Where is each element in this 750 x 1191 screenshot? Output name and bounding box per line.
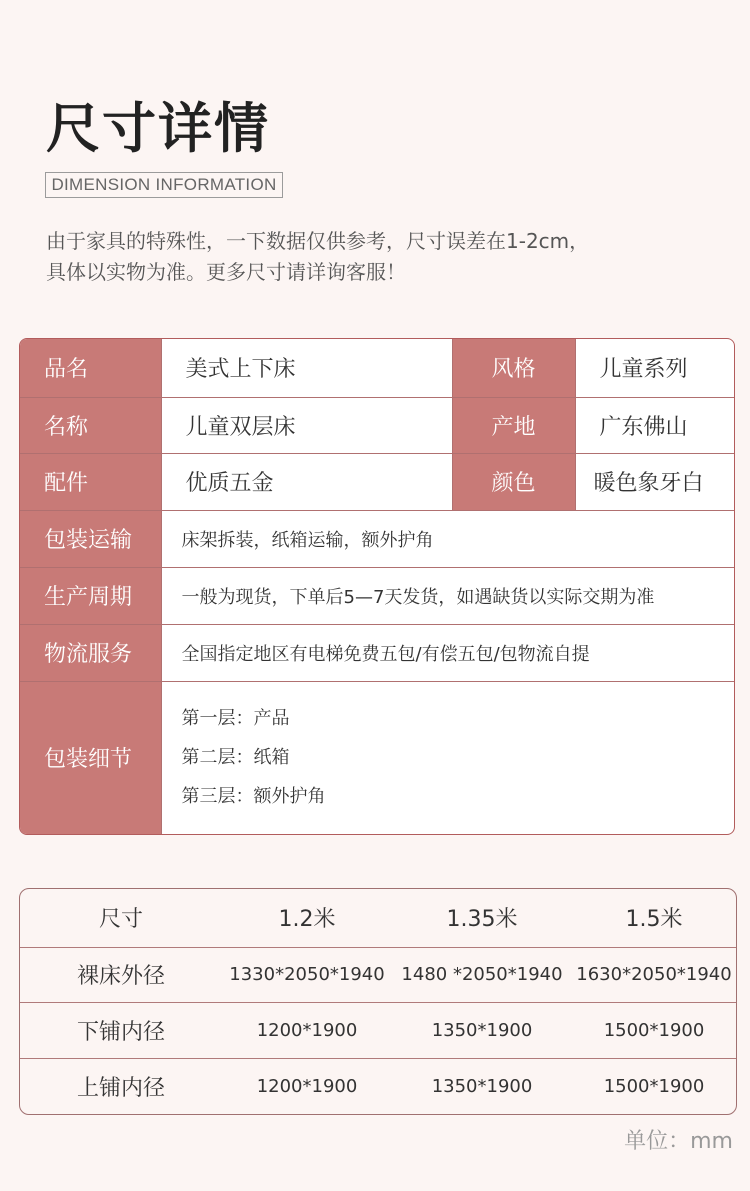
size-header-1-5: 1.5米 (572, 889, 736, 947)
spec-row-parts (20, 453, 734, 510)
page-title: 尺寸详情 (46, 97, 270, 160)
size-cell: 1330*2050*1940 (222, 947, 392, 1003)
packing-layer-3: 第三层：额外护角 (181, 786, 326, 808)
spec-value-logistics: 全国指定地区有电梯免费五包/有偿五包/包物流自提 (161, 624, 734, 681)
size-cell: 1350*1900 (392, 1003, 572, 1059)
intro-line-1: 由于家具的特殊性，一下数据仅供参考，尺寸误差在1-2cm， (46, 229, 590, 253)
size-table (19, 888, 737, 1115)
spec-label-packing: 包装细节 (20, 681, 161, 834)
spec-label-origin: 产地 (452, 397, 575, 453)
intro-text (46, 226, 716, 288)
size-header-1-2: 1.2米 (222, 889, 392, 947)
spec-value-cycle: 一般为现货，下单后5—7天发货，如遇缺货以实际交期为准 (161, 567, 734, 624)
size-cell: 1480 *2050*1940 (392, 947, 572, 1003)
packing-layer-2: 第二层：纸箱 (181, 747, 290, 769)
spec-value-packing (161, 681, 734, 834)
spec-label-style: 风格 (452, 339, 575, 397)
size-cell: 1500*1900 (572, 1003, 736, 1059)
size-cell: 1500*1900 (603, 1076, 705, 1098)
size-header-row (20, 889, 736, 947)
size-header-label: 尺寸 (20, 889, 222, 947)
spec-row-packing (20, 681, 734, 834)
spec-value-name: 美式上下床 (161, 339, 452, 397)
unit-note: 单位：mm (624, 1129, 733, 1154)
packing-layer-1: 第一层：产品 (181, 708, 290, 730)
table-row (20, 1003, 736, 1059)
spec-value-style: 儿童系列 (575, 339, 734, 397)
spec-label-logistics: 物流服务 (20, 624, 161, 681)
spec-label-name: 品名 (20, 339, 161, 397)
page-subtitle: DIMENSION INFORMATION (45, 172, 283, 198)
spec-label-shipping: 包装运输 (20, 510, 161, 567)
size-header-1-35: 1.35米 (392, 889, 572, 947)
intro-line-2: 具体以实物为准。更多尺寸请详询客服！ (46, 260, 406, 284)
size-cell: 1350*1900 (431, 1076, 533, 1098)
spec-row-title (20, 397, 734, 453)
spec-value-shipping: 床架拆装，纸箱运输，额外护角 (161, 510, 734, 567)
spec-label-title: 名称 (20, 397, 161, 453)
spec-row-cycle (20, 567, 734, 624)
spec-label-parts: 配件 (20, 453, 161, 510)
size-row-label: 上铺内径 (76, 1076, 165, 1102)
spec-row-name (20, 339, 734, 397)
table-row (20, 1059, 736, 1114)
spec-value-origin: 广东佛山 (575, 397, 734, 453)
table-row (20, 947, 736, 1003)
spec-label-color: 颜色 (452, 453, 575, 510)
spec-value-title: 儿童双层床 (161, 397, 452, 453)
spec-row-shipping (20, 510, 734, 567)
size-row-label: 下铺内径 (20, 1003, 222, 1059)
spec-value-parts: 优质五金 (161, 453, 452, 510)
spec-value-color: 暖色象牙白 (575, 453, 734, 510)
size-cell: 1630*2050*1940 (572, 947, 736, 1003)
spec-table (19, 338, 735, 835)
size-cell: 1200*1900 (256, 1076, 358, 1098)
spec-row-logistics (20, 624, 734, 681)
size-cell: 1200*1900 (222, 1003, 392, 1059)
spec-label-cycle: 生产周期 (20, 567, 161, 624)
size-row-label: 裸床外径 (20, 947, 222, 1003)
